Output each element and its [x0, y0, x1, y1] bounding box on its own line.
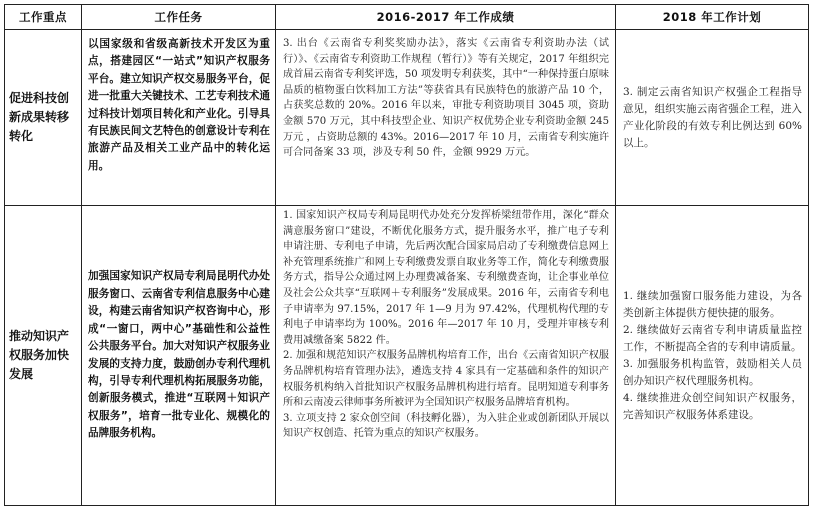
- header-focus-area: 工作重点: [5, 5, 82, 30]
- plan-item: 3. 制定云南省知识产权强企工程指导意见，组织实施云南省强企工程，进入产业化阶段的有效专利比例达到 60%以上。: [623, 85, 802, 149]
- result-item: 2. 加强和规范知识产权服务品牌机构培育工作，出台《云南省知识产权服务品牌机构培育管理办法》，遴选支持 4 家具有一定基础和条件的知识产权服务机构纳入首批知识产权服务品牌机构进行培育。昆明知道专利事务所和云南凌云律师事务所被评为全国知识产权服务品牌培育机构。: [283, 350, 609, 409]
- header-tasks: 工作任务: [82, 5, 276, 30]
- plan-cell: [616, 30, 809, 206]
- task-cell: 加强国家知识产权局专利局昆明代办处服务窗口、云南省专利信息服务中心建设，构建云南省知识产权咨询中心，形成“一窗口，两中心”基础性和公益性公共服务平台。加大对知识产权服务业发展的支持力度，鼓励创办专利代理机构，引导专利代理机构拓展服务功能，创新服务模式，推进“互联网＋知识产权服务”，培育一批专业化、规模化的品牌服务机构。: [82, 206, 276, 506]
- result-item: 3. 出台《云南省专利奖奖励办法》，落实《云南省专利资助办法（试行）》、《云南省专利资助工作规程（暂行）》等有关规定，2017 年组织完成首届云南省专利奖评选，50 项发明专利获奖，其中“一种保持蛋白原味品质的植物蛋白饮料加工方法”等获省具有民族特色的旅游产品 10 个，占获奖总数的 20%。2016 年以来，审批专利资助项目 3045 项，资助金额 570 万元，其中科技型企业、知识产权优势企业专利资助金额 245 万元 ，占资助总额的 43%。2016—2017 年 10 月，云南省专利实施许可合同备案 33 项，涉及专利 50 件，金额 9929 万元。: [283, 38, 609, 159]
- results-cell: [276, 30, 616, 206]
- header-plan-2018: 2018 年工作计划: [616, 5, 809, 30]
- plan-item: 1. 继续加强窗口服务能力建设，为各类创新主体提供方便快捷的服务。: [623, 289, 802, 319]
- table-header-row: [5, 5, 809, 30]
- task-cell: 以国家级和省级高新技术开发区为重点，搭建园区“一站式”知识产权服务平台。建立知识产权交易服务平台，促进一批重大关键技术、工艺专利技术通过科技计划项目转化和产业化。引导具有民族民间文艺特色的创意设计专利在旅游产品及相关工业产品中的转化运用。: [82, 30, 276, 206]
- work-plan-table: [4, 4, 809, 506]
- plan-cell: [616, 206, 809, 506]
- header-results-2016-2017: 2016-2017 年工作成绩: [276, 5, 616, 30]
- table-row: [5, 206, 809, 506]
- results-cell: [276, 206, 616, 506]
- plan-item: 3. 加强服务机构监管，鼓励相关人员创办知识产权代理服务机构。: [623, 357, 802, 387]
- table-row: [5, 30, 809, 206]
- focus-area-cell: 促进科技创新成果转移转化: [5, 30, 82, 206]
- result-item: 1. 国家知识产权局专利局昆明代办处充分发挥桥梁纽带作用，深化“群众满意服务窗口”建设，不断优化服务方式，提升服务水平，推广电子专利申请注册、专利电子申请，先后两次配合国家局启动了专利缴费信息网上补充管理系统推广和网上专利缴费发票自取业务等工作，简化专利缴费服务方式，指导公众通过网上办理费减备案、专利缴费查询，让企事业单位及社会公众共享“互联网＋专利服务”发展成果。2016 年，云南省专利电子申请率为 97.15%，2017 年 1—9 月为 97.42%，代理机构代理的专利电子申请率均为 100%。2016 年—2017 年 10 月，受理并审核专利费用减缴备案 5822 件。: [283, 210, 609, 346]
- plan-item: 4. 继续推进众创空间知识产权服务，完善知识产权服务体系建设。: [623, 391, 802, 421]
- result-item: 3. 立项支持 2 家众创空间（科技孵化器），为入驻企业或创新团队开展以知识产权创造、托管为重点的知识产权服务。: [283, 412, 609, 440]
- plan-item: 2. 继续做好云南省专利申请质量监控工作，不断提高全省的专利申请质量。: [623, 323, 802, 353]
- focus-area-cell: 推动知识产权服务加快发展: [5, 206, 82, 506]
